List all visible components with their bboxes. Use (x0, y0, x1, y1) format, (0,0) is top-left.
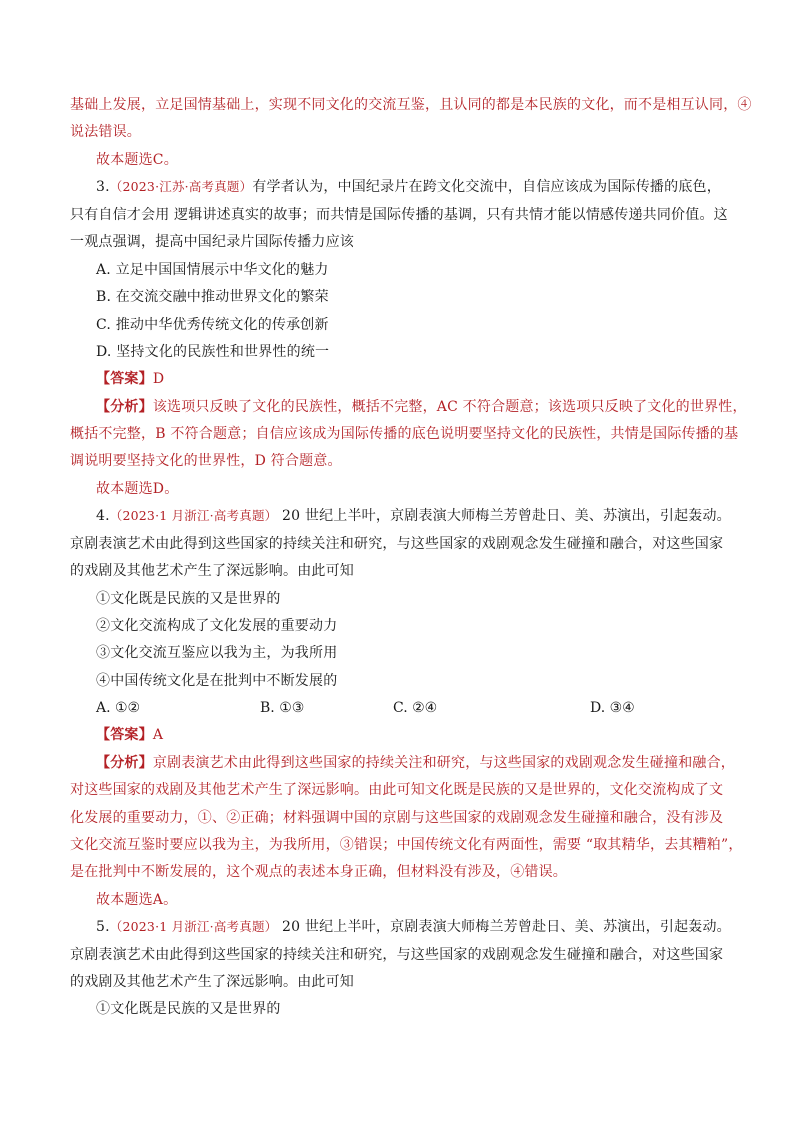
statement-item: ①文化既是民族的又是世界的 (96, 1001, 281, 1017)
question-number: 4. (96, 508, 110, 524)
choice-d: D. ③④ (590, 700, 635, 716)
answer-label: 【答案】 (96, 371, 153, 387)
option-d: D. 坚持文化的民族性和世界性的统一 (96, 344, 330, 360)
question-text-line: 京剧表演艺术由此得到这些国家的持续关注和研究，与这些国家的戏剧观念发生碰撞和融合，对这些国家 (70, 536, 724, 552)
analysis-label: 【分析】 (96, 399, 153, 415)
option-c: C. 推动中华优秀传统文化的传承创新 (96, 317, 329, 333)
question-number: 3. (96, 179, 110, 195)
choice-b: B. ①③ (260, 700, 305, 716)
question-source: （2023·1 月浙江·高考真题） (109, 508, 278, 523)
conclusion-line: 故本题选D。 (96, 481, 179, 497)
question-text-line: 一观点强调，提高中国纪录片国际传播力应该 (70, 234, 354, 250)
analysis-line: 对这些国家的戏剧及其他艺术产生了深远影响。由此可知文化既是民族的又是世界的，文化交流构成了文 (70, 782, 724, 798)
question-5-stem (96, 917, 731, 937)
question-text-line: 的戏剧及其他艺术产生了深远影响。由此可知 (70, 974, 354, 990)
answer-line (96, 725, 163, 745)
question-source: （2023·1 月浙江·高考真题） (109, 919, 278, 934)
question-text: 20 世纪上半叶，京剧表演大师梅兰芳曾赴日、美、苏演出，引起轰动。 (277, 919, 731, 935)
analysis-text: 该选项只反映了文化的民族性，概括不完整，AC 不符合题意；该选项只反映了文化的世界性， (152, 399, 747, 415)
option-b: B. 在交流交融中推动世界文化的繁荣 (96, 289, 329, 305)
choice-a: A. ①② (96, 700, 141, 716)
analysis-label: 【分析】 (96, 755, 153, 771)
question-text-line: 京剧表演艺术由此得到这些国家的持续关注和研究，与这些国家的戏剧观念发生碰撞和融合，对这些国家 (70, 947, 724, 963)
analysis-line (96, 753, 735, 773)
answer-value: A (152, 727, 164, 743)
analysis-text: 京剧表演艺术由此得到这些国家的持续关注和研究，与这些国家的戏剧观念发生碰撞和融合， (152, 755, 736, 771)
analysis-line: 文化交流互鉴时要应以我为主，为我所用，③错误；中国传统文化有两面性，需要 “取其精华，去其糟粕”， (70, 837, 743, 853)
analysis-line: 概括不完整，B 不符合题意；自信应该成为国际传播的底色说明要坚持文化的民族性，共情是国际传播的基 (70, 426, 739, 442)
conclusion-line: 故本题选A。 (96, 892, 178, 908)
analysis-line: 化发展的重要动力，①、②正确；材料强调中国的京剧与这些国家的戏剧观念发生碰撞和融合，没有涉及 (70, 810, 724, 826)
question-text-line: 只有自信才会用 逻辑讲述真实的故事；而共情是国际传播的基调，只有共情才能以情感传递共同价值。这 (70, 207, 728, 223)
option-a: A. 立足中国国情展示中华文化的魅力 (96, 262, 329, 278)
analysis-line (96, 397, 747, 417)
question-source: （2023·江苏·高考真题） (109, 179, 253, 194)
question-3-stem (96, 177, 721, 197)
statement-item: ①文化既是民族的又是世界的 (96, 591, 281, 607)
analysis-line: 调说明要坚持文化的世界性，D 符合题意。 (70, 453, 342, 469)
choice-c: C. ②④ (393, 700, 438, 716)
statement-item: ③文化交流互鉴应以我为主，为我所用 (96, 645, 338, 661)
answer-label: 【答案】 (96, 727, 153, 743)
question-text: 20 世纪上半叶，京剧表演大师梅兰芳曾赴日、美、苏演出，引起轰动。 (277, 508, 731, 524)
question-4-stem (96, 506, 731, 526)
question-number: 5. (96, 919, 110, 935)
carryover-analysis-line: 基础上发展，立足国情基础上，实现不同文化的交流互鉴，且认同的都是本民族的文化，而不是相互认同，④ (70, 97, 752, 113)
analysis-line: 是在批判中不断发展的，这个观点的表述本身正确，但材料没有涉及，④错误。 (70, 864, 567, 880)
statement-item: ④中国传统文化是在批判中不断发展的 (96, 673, 338, 689)
question-text: 有学者认为，中国纪录片在跨文化交流中，自信应该成为国际传播的底色， (252, 179, 721, 195)
carryover-analysis-line: 说法错误。 (70, 124, 141, 140)
answer-value: D (152, 371, 165, 387)
question-text-line: 的戏剧及其他艺术产生了深远影响。由此可知 (70, 563, 354, 579)
conclusion-line: 故本题选C。 (96, 152, 178, 168)
answer-line (96, 369, 164, 389)
statement-item: ②文化交流构成了文化发展的重要动力 (96, 618, 338, 634)
